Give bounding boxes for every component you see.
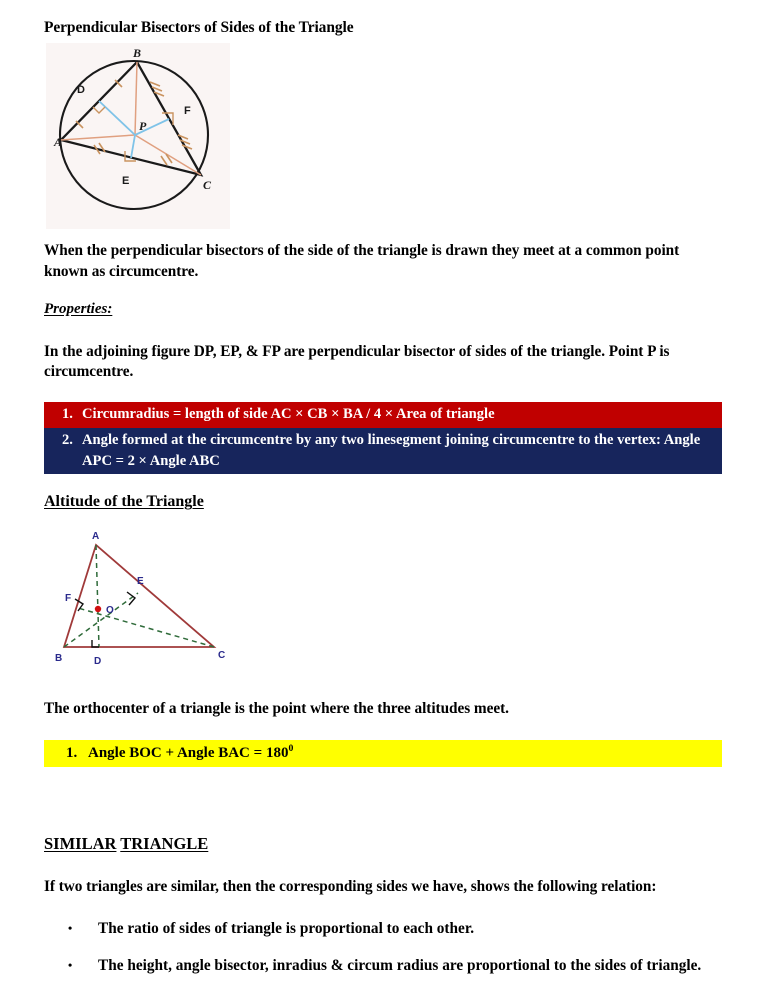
- bullet-icon: •: [68, 921, 73, 936]
- orthocenter-point: [95, 606, 101, 612]
- label-o-alt: O: [106, 605, 114, 617]
- circumcircle-figure: [46, 43, 230, 229]
- label-b: B: [133, 46, 142, 61]
- label-p: P: [139, 119, 147, 134]
- highlight-item-1-text: [88, 742, 293, 765]
- radius-pc: [135, 135, 201, 175]
- triangle-abc-altitude: [64, 545, 214, 647]
- property-item-2-text: Angle formed at the circumcentre by any two linesegment joining circumcentre to the vertex: Angle APC = 2 × Angle ABC: [82, 431, 701, 469]
- properties-intro-paragraph: In the adjoining figure DP, EP, & FP are perpendicular bisector of sides of the triangle. Point P is circumcentre.: [44, 342, 670, 380]
- circumcircle-svg: [46, 43, 230, 229]
- triangle-abc: [61, 62, 201, 175]
- property-item-2: [44, 428, 722, 474]
- label-d: D: [77, 84, 85, 97]
- circumcentre-property-list: [44, 402, 722, 474]
- label-f: F: [184, 105, 191, 118]
- altitude-heading: Altitude of the Triangle: [44, 493, 204, 511]
- similar-triangle-word-2: TRIANGLE: [120, 834, 209, 854]
- properties-heading: Properties:: [44, 301, 113, 318]
- label-a: A: [54, 135, 63, 150]
- label-c-alt: C: [218, 650, 226, 662]
- similar-triangle-bullet-list: [44, 919, 726, 976]
- similar-triangle-word-1: SIMILAR: [44, 834, 117, 854]
- list-item: [68, 919, 726, 939]
- label-b-alt: B: [55, 653, 63, 665]
- label-a-alt: A: [92, 531, 100, 543]
- label-d-alt: D: [94, 656, 102, 668]
- right-angle-d: [93, 107, 105, 113]
- similar-triangle-heading: [44, 833, 726, 854]
- property-item-2-number: 2.: [62, 431, 73, 448]
- orthocenter-property-list: [44, 740, 722, 768]
- circumcentre-paragraph: When the perpendicular bisectors of the side of the triangle is drawn they meet at a common point known as circumcentre.: [44, 242, 680, 280]
- highlight-item-1-main: Angle BOC + Angle BAC = 180: [88, 744, 289, 761]
- orthocenter-figure: [54, 527, 240, 669]
- bullet-text-2: The height, angle bisector, inradius & circum radius are proportional to the sides of triangle.: [98, 956, 702, 974]
- altitude-be: [64, 593, 138, 647]
- radius-pa: [61, 135, 135, 140]
- bisector-pe: [131, 135, 135, 158]
- label-c: C: [203, 178, 212, 193]
- label-e-alt: E: [137, 576, 144, 588]
- list-item: [68, 956, 726, 976]
- label-f-alt: F: [65, 593, 72, 605]
- highlight-item-1: [44, 740, 722, 768]
- orthocenter-svg: [54, 527, 240, 669]
- bullet-icon: •: [68, 957, 73, 972]
- property-item-1: [44, 402, 722, 428]
- highlight-item-1-number: 1.: [66, 744, 78, 761]
- property-item-1-number: 1.: [62, 406, 73, 423]
- radius-pb: [135, 62, 137, 135]
- degree-symbol: 0: [288, 742, 294, 754]
- orthocenter-paragraph: The orthocenter of a triangle is the point where the three altitudes meet.: [44, 700, 509, 718]
- bisector-pd: [99, 101, 135, 135]
- document-content: [44, 18, 726, 976]
- right-angle-d-mark: [92, 640, 99, 647]
- property-item-1-text: Circumradius = length of side AC × CB × BA / 4 × Area of triangle: [82, 406, 495, 423]
- altitude-ad: [96, 545, 99, 647]
- page-title: Perpendicular Bisectors of Sides of the Triangle: [44, 19, 354, 36]
- bullet-text-1: The ratio of sides of triangle is proportional to each other.: [98, 920, 475, 938]
- label-e: E: [122, 175, 130, 188]
- similar-triangle-paragraph: If two triangles are similar, then the corresponding sides we have, shows the following relation:: [44, 877, 657, 895]
